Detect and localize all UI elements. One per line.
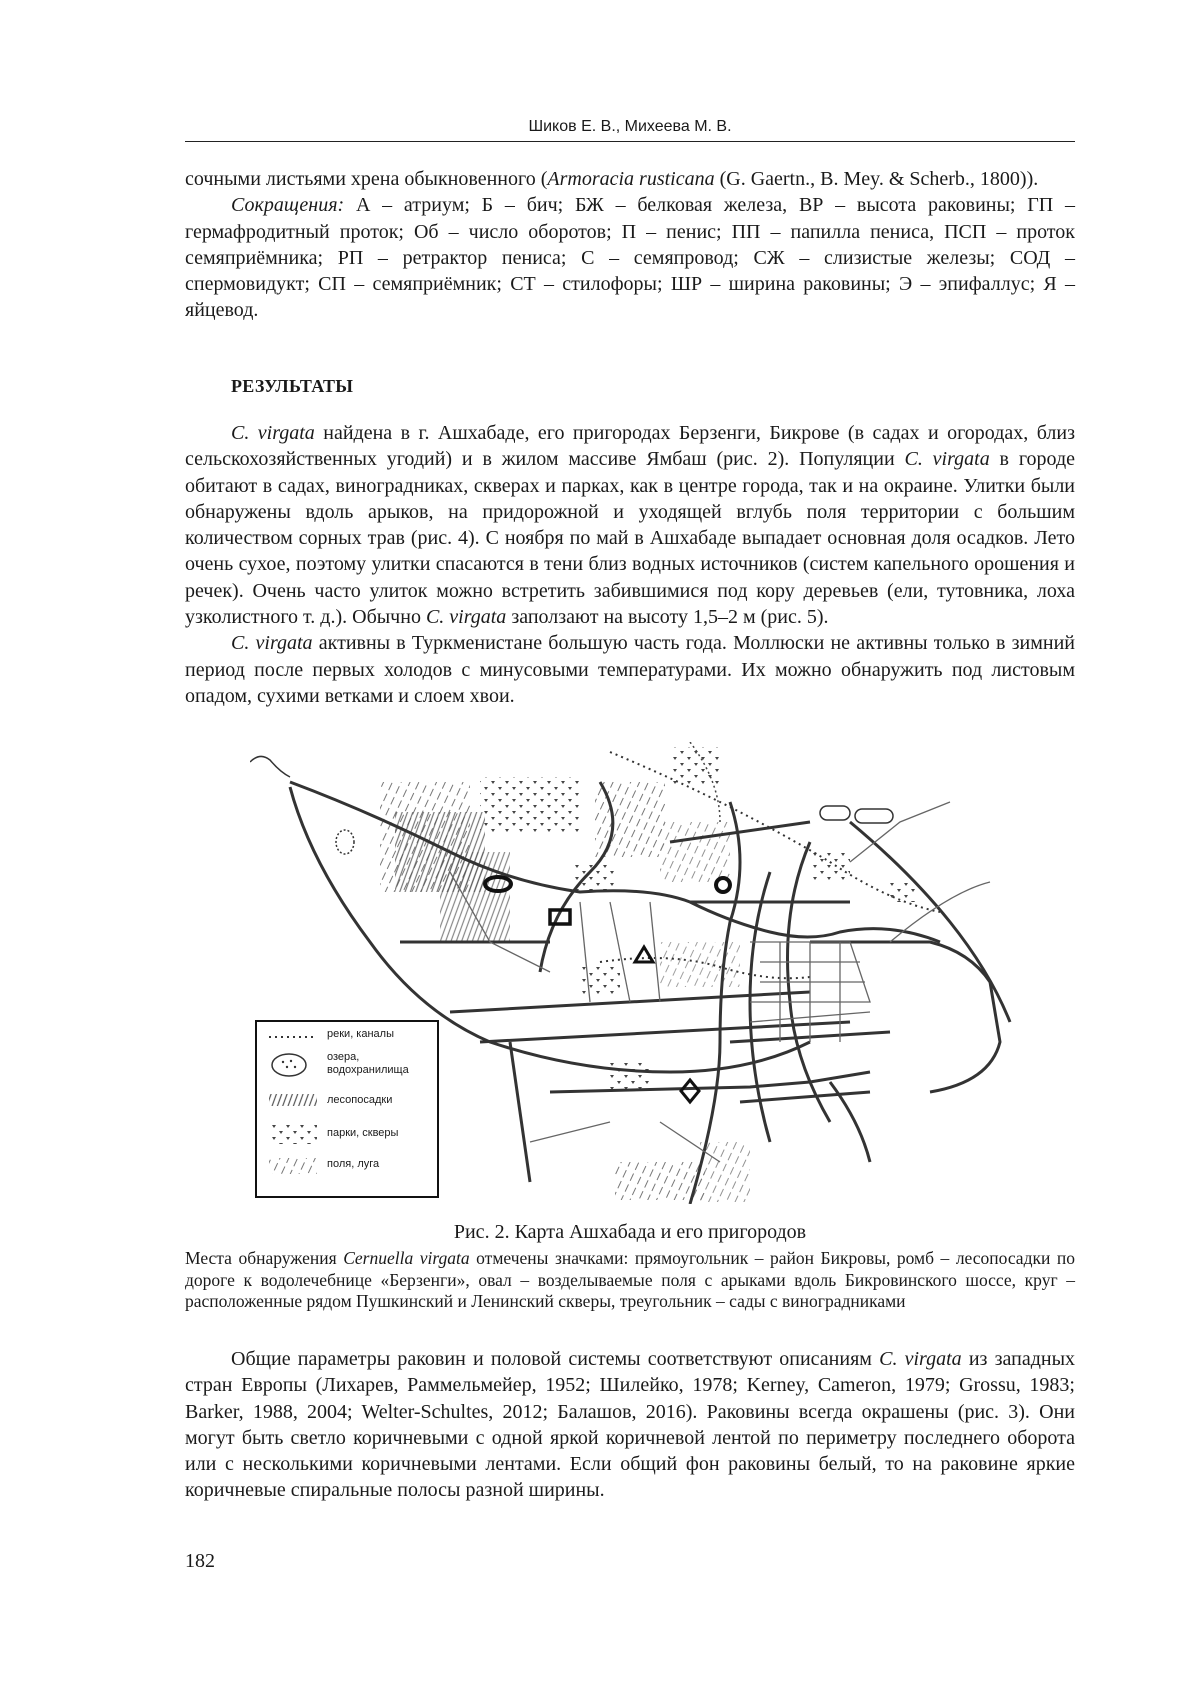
discussion-block [185,1346,1075,1504]
results-paragraph-3 [185,1346,1075,1504]
intro-paragraph [185,166,1075,192]
species-name: C. virgata [231,422,315,444]
page-number: 182 [185,1550,215,1572]
map-legend [255,1020,439,1198]
fields-area [660,822,730,882]
paragraph-text: в городе обитают в садах, виноградниках, скверах и парках, как в центре города, так и на окраине. Улитки были обнаружены вдоль арыков, на придорожной и уходящей вглубь поля территории с большим количеством сорных трав (рис. 4). С ноября по май в Ашхабаде выпадает основная доля осадков. Лето очень сухое, поэтому улитки спасаются в тени близ водных источников (систем капельного орошения и речек). Очень часто улиток можно встретить забившимися под кору деревьев (ели, тутовника, лоха узколистного т. д.). Обычно [185,448,1075,629]
species-name: Armoracia rusticana [547,168,715,190]
caption-note-text [185,1248,1075,1313]
figure-caption: Рис. 2. Карта Ашхабада и его пригородов [453,1221,807,1243]
abbreviations-label: Сокращения: [231,194,345,217]
reservoir [855,809,893,823]
intro-text: сочными листьями хрена обыкновенного ( [185,168,548,190]
figure-caption-note [185,1248,1075,1313]
dotted-line-icon [269,1034,317,1040]
paragraph-text: заползают на высоту 1,5–2 м (рис. 5). [506,606,829,629]
species-name: C. virgata [879,1348,962,1370]
legend-label: реки, каналы [327,1028,394,1040]
lake-icon [269,1052,309,1078]
caption-text: Места обнаружения [185,1248,344,1268]
paragraph-text: из западных стран Европы (Лихарев, Раммельмейер, 1952; Шилейко, 1978; Kerney, Cameron, 1979; Grossu, 1983; Barker, 1988, 2004; Welter-Schultes, 2012; Балашов, 2016). Раковины всегда окрашены (рис. 3). Они могут быть светло коричневыми с одной яркой коричневой лентой по периметру последнего оборота или с несколькими коричневыми лентами. Если общий фон раковины белый, то на раковине яркие коричневые спиральные полосы разной ширины. [185,1348,1076,1502]
dense-hatch-icon [269,1094,317,1106]
species-name: Cernuella virgata [343,1248,470,1268]
paragraph-text: найдена в г. Ашхабаде, его пригородах Берзенги, Бикрове (в садах и огородах, близ сельскохозяйственных угодий) и в жилом массиве Ямбаш (рис. 2). Популяции [185,422,1075,471]
diamond-marker [681,1080,699,1102]
parks-area [580,967,620,997]
lake [336,830,354,854]
species-name: C. virgata [425,606,507,629]
abbreviations-text: А – атриум; Б – бич; БЖ – белковая железа, ВР – высота раковины; ГП – гермафродитный проток; Об – число оборотов; П – пенис; ПП – папилла пениса, ПСП – проток семяприёмника; РП – ретрактор пениса; С – семяпровод; СЖ – слизистые железы; СОД – спермовидукт; СП – семяприёмник; СТ – стилофоры; ШР – ширина раковины; Э – эпифаллус; Я – яйцевод. [185,194,1075,322]
species-name: C. virgata [231,632,313,655]
running-head: Шиков Е. В., Михеева М. В. [528,118,732,135]
legend-label: лесопосадки [327,1094,393,1106]
legend-label: поля, луга [327,1158,380,1170]
section-heading-results: РЕЗУЛЬТАТЫ [231,376,354,396]
forest-plantations-area [440,852,510,942]
legend-label-line: озера, [327,1051,360,1063]
legend-label [327,1051,409,1077]
parks-area [890,882,915,902]
species-name: C. virgata [904,448,990,471]
legend-label: парки, скверы [327,1127,399,1139]
sparse-hatch-icon [269,1158,317,1174]
reservoir [820,806,850,820]
results-paragraph-1 [185,420,1075,630]
parks-area [480,777,580,832]
river [250,756,290,777]
results-block [185,420,1075,709]
intro-block [185,166,1075,324]
header-rule [185,141,1075,142]
parks-area [610,1062,650,1092]
fields-area [660,942,740,987]
fields-area [700,1142,750,1202]
intro-text-end: (G. Gaertn., B. Mey. & Scherb., 1800)). [714,168,1039,190]
triangle-marker [635,947,653,962]
caption-text: отмечены значками: прямоугольник – район Бикровы, ромб – лесопосадки по дороге к водолечебнице «Берзенги», овал – возделываемые поля с арыками вдоль Бикровинского шоссе, круг – расположенные рядом Пушкинский и Ленинский скверы, треугольник – сады с виноградниками [185,1248,1075,1311]
results-paragraph-2 [185,630,1075,709]
parks-area [810,852,850,882]
dots-icon [269,1122,317,1144]
legend-label-line: водохранилища [327,1064,409,1076]
paragraph-text: Общие параметры раковин и половой системы соответствуют описаниям [231,1348,880,1370]
abbreviations-paragraph [185,192,1075,323]
paragraph-text: активны в Туркменистане большую часть года. Моллюски не активны только в зимний период после первых холодов с минусовыми температурами. Их можно обнаружить под листовым опадом, сухими ветками и слоем хвои. [185,632,1075,707]
